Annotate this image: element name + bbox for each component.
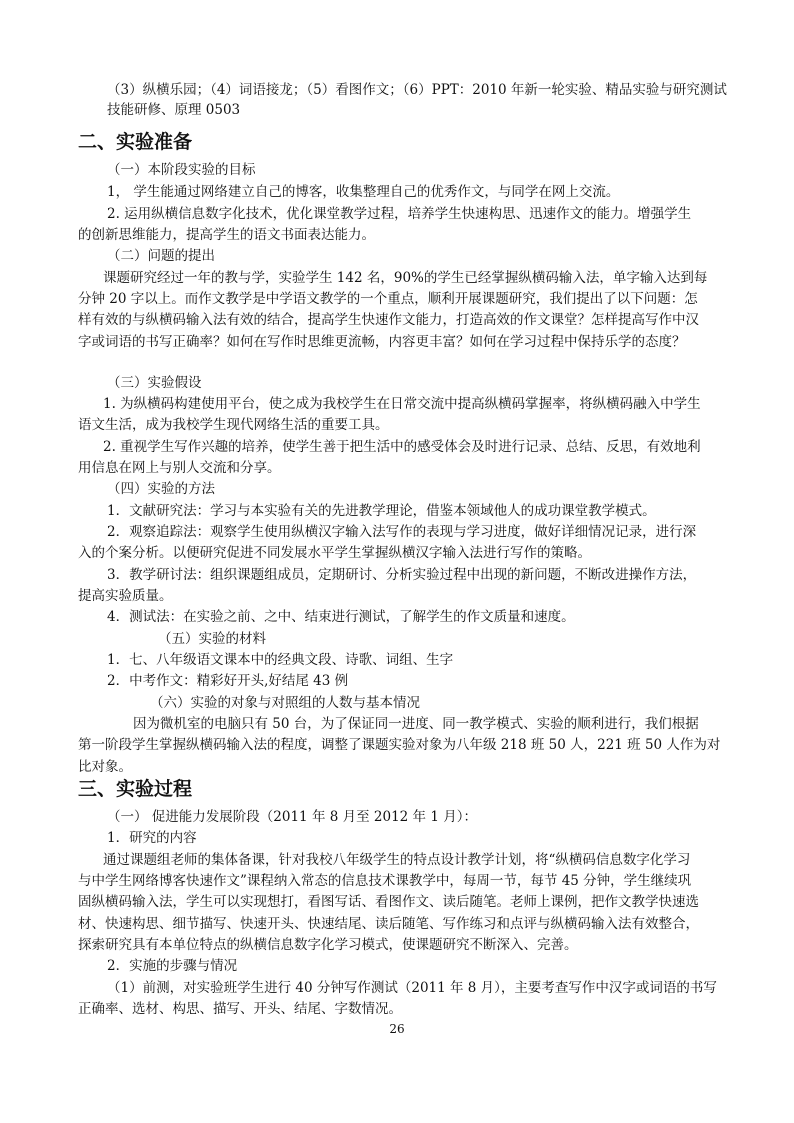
text-line: 1， 学生能通过网络建立自己的博客，收集整理自己的优秀作文，与同学在网上交流。	[107, 184, 620, 200]
subheading: （四）实验的方法	[107, 481, 215, 497]
subheading: （一） 促进能力发展阶段（2011 年 8 月至 2012 年 1 月）：	[107, 809, 477, 825]
text-line: 用信息在网上与别人交流和分享。	[78, 460, 281, 476]
text-line: 2. 运用纵横信息数字化技术，优化课堂教学过程，培养学生快速构思、迅速作文的能力。增强学生	[107, 206, 692, 222]
text-line: 正确率、选材、构思、描写、开头、结尾、字数情况。	[78, 1001, 402, 1017]
text-line: 3．教学研讨法：组织课题组成员，定期研讨、分析实验过程中出现的新问题，不断改进操作方法，	[107, 567, 697, 583]
text-line: 与中学生网络博客快速作文”课程纳入常态的信息技术课教学中，每周一节，每节 45 分钟，学生继续巩	[78, 873, 692, 889]
section-heading: 三、实验过程	[78, 778, 193, 800]
text-line: 分钟 20 字以上。而作文教学是中学语文教学的一个重点，顺利开展课题研究，我们提出了以下问题：怎	[78, 291, 698, 307]
text-line: 的创新思维能力，提高学生的语文书面表达能力。	[78, 227, 375, 243]
text-line: （3）纵横乐园；（4）词语接龙；（5）看图作文；（6）PPT：2010 年新一轮实验、精品实验与研究测试	[107, 82, 727, 98]
text-line: 第一阶段学生掌握纵横码输入法的程度，调整了课题实验对象为八年级 218 班 50 人，221 班 50 人作为对	[78, 737, 721, 753]
text-line: 提高实验质量。	[78, 588, 173, 604]
page-number: 26	[389, 1022, 405, 1036]
subheading: （一）本阶段实验的目标	[107, 162, 256, 178]
text-line: 入的个案分析。以便研究促进不同发展水平学生掌握纵横汉字输入法进行写作的策略。	[78, 545, 591, 561]
text-line: 1．七、八年级语文课本中的经典文段、诗歌、词组、生字	[107, 652, 454, 668]
text-line: 固纵横码输入法，学生可以实现想打，看图写话、看图作文、读后随笔。老师上课例，把作文教学快速选	[78, 894, 699, 910]
subheading: （二）问题的提出	[107, 248, 215, 264]
text-line: 比对象。	[78, 759, 132, 775]
text-line: 材、快速构思、细节描写、快速开头、快速结尾、读后随笔、写作练习和点评与纵横码输入法有效整合，	[78, 916, 699, 932]
text-line: 2．观察追踪法：观察学生使用纵横汉字输入法写作的表现与学习进度，做好详细情况记录，进行深	[107, 524, 697, 540]
text-line: 2. 重视学生写作兴趣的培养，使学生善于把生活中的感受体会及时进行记录、总结、反思，有效地利	[103, 439, 701, 455]
text-line: 语文生活，成为我校学生现代网络生活的重要工具。	[78, 417, 389, 433]
text-line: 2．中考作文：精彩好开头,好结尾 43 例	[107, 673, 349, 689]
text-line: 4．测试法：在实验之前、之中、结束进行测试，了解学生的作文质量和速度。	[107, 609, 575, 625]
subheading: 1．研究的内容	[107, 830, 197, 846]
text-line: 课题研究经过一年的教与学，实验学生 142 名，90%的学生已经掌握纵横码输入法，单字输入达到每	[103, 270, 708, 286]
text-line: （1）前测，对实验班学生进行 40 分钟写作测试（2011 年 8 月），主要考查写作中汉字或词语的书写	[107, 980, 717, 996]
text-line: 因为微机室的电脑只有 50 台，为了保证同一进度、同一教学模式、实验的顺利进行，我们根据	[133, 716, 699, 732]
text-line: 探索研究具有本单位特点的纵横信息数字化学习模式，使课题研究不断深入、完善。	[78, 937, 578, 953]
text-line: 样有效的与纵横码输入法有效的结合，提高学生快速作文能力，打造高效的作文课堂？怎样提高写作中汉	[78, 312, 699, 328]
section-heading: 二、实验准备	[78, 131, 193, 153]
text-line: 通过课题组老师的集体备课，针对我校八年级学生的特点设计教学计划，将“纵横码信息数字化学习	[103, 852, 691, 868]
text-line: 1．文献研究法：学习与本实验有关的先进教学理论，借鉴本领域他人的成功课堂教学模式。	[107, 503, 656, 519]
subheading: （六）实验的对象与对照组的人数与基本情况	[150, 695, 420, 711]
subheading: 2．实施的步骤与情况	[107, 958, 238, 974]
text-line: 1. 为纵横码构建使用平台，使之成为我校学生在日常交流中提高纵横码掌握率，将纵横码融入中学生	[103, 396, 701, 412]
text-line: 技能研修、原理 0503	[107, 102, 241, 118]
subheading: （三）实验假设	[107, 375, 202, 391]
text-line: 字或词语的书写正确率？如何在写作时思维更流畅，内容更丰富？如何在学习过程中保持乐学的态度？	[78, 334, 686, 350]
subheading: （五）实验的材料	[158, 631, 266, 647]
